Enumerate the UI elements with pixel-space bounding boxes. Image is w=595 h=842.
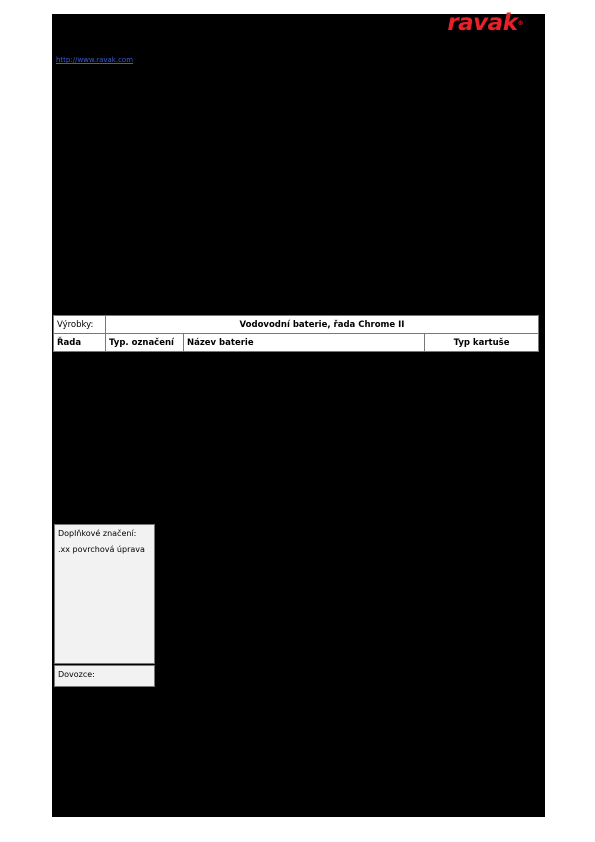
column-header-faucet-name: Název baterie <box>184 334 425 352</box>
extra-marking-title: Doplňkové značení: <box>58 529 137 538</box>
column-header-series: Řada <box>54 334 106 352</box>
website-link[interactable]: http://www.ravak.com <box>56 56 134 64</box>
logo-text: ravak <box>447 10 518 36</box>
table-header-row <box>54 334 539 352</box>
column-header-type-code: Typ. označení <box>106 334 184 352</box>
ravak-logo <box>447 10 523 36</box>
registered-mark: ® <box>517 20 523 27</box>
document-page <box>52 10 545 817</box>
extra-marking-box <box>54 524 155 664</box>
importer-box <box>54 665 155 687</box>
products-title: Vodovodní baterie, řada Chrome II <box>106 316 539 334</box>
column-header-cartridge-type: Typ kartuše <box>425 334 539 352</box>
products-label: Výrobky: <box>54 316 106 334</box>
table-title-row <box>54 316 539 334</box>
importer-label: Dovozce: <box>58 670 95 679</box>
extra-marking-item: .xx povrchová úprava <box>58 545 145 554</box>
products-table <box>53 315 539 352</box>
